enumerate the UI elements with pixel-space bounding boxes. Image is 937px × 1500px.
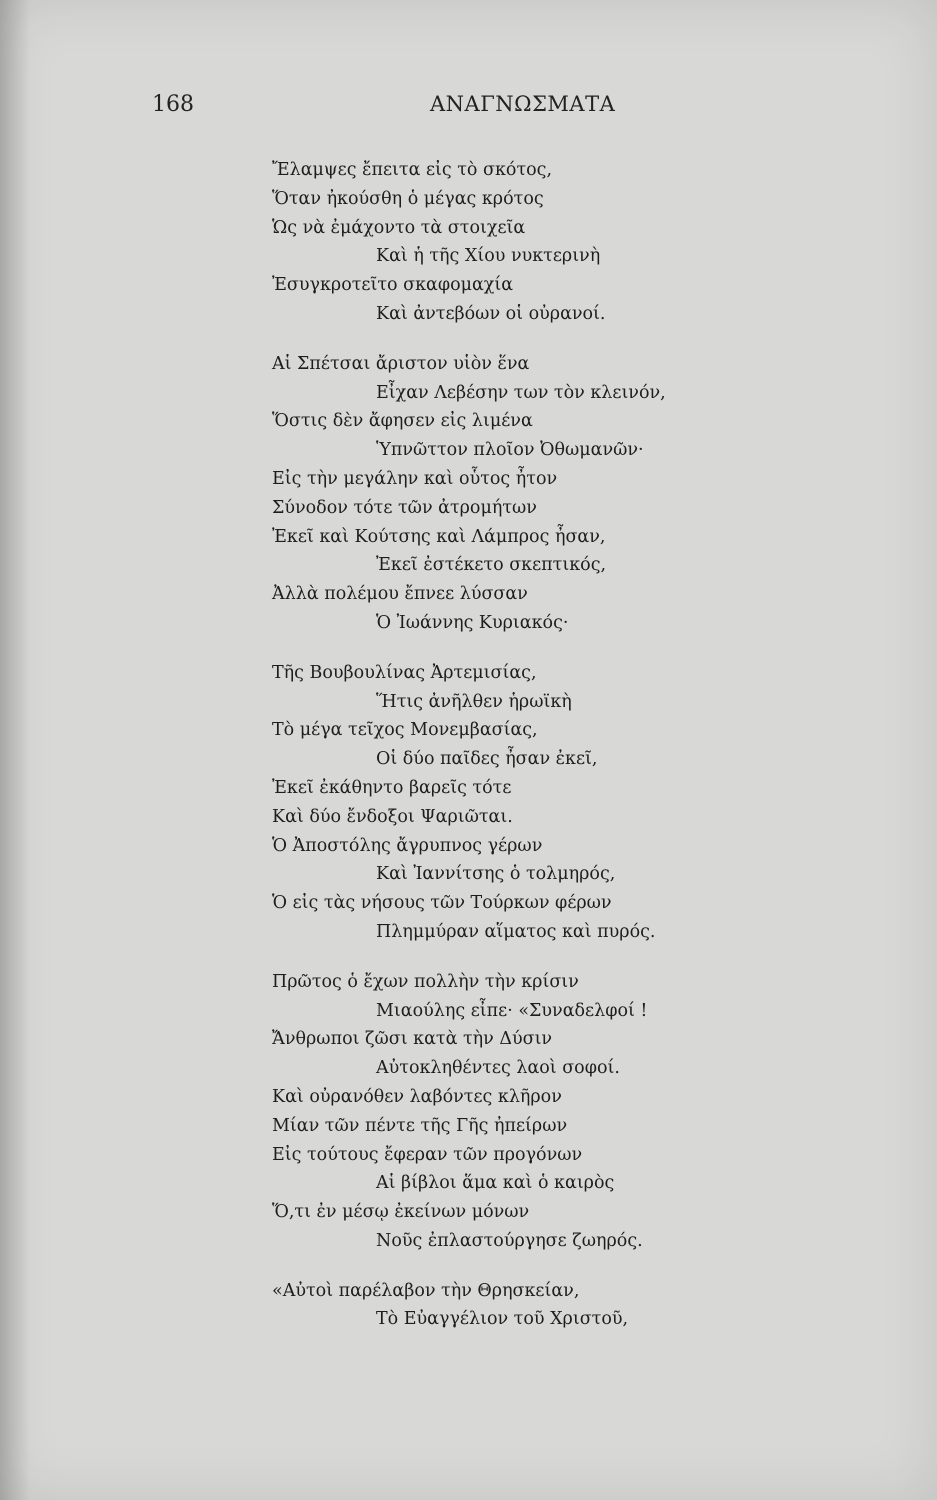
poem-line: Τὸ μέγα τεῖχος Μονεμβασίας, [272, 720, 538, 741]
poem-line: Καὶ Ἰαννίτσης ὁ τολμηρός, [376, 864, 616, 885]
poem-line: Ἄνθρωποι ζῶσι κατὰ τὴν Δύσιν [272, 1029, 553, 1050]
poem-line: Ὁ εἰς τὰς νήσους τῶν Τούρκων φέρων [272, 893, 612, 914]
poem-line: Ὅ,τι ἐν μέσῳ ἐκείνων μόνων [272, 1202, 530, 1223]
poem-line: Νοῦς ἐπλαστούργησε ζωηρός. [376, 1230, 643, 1251]
poem-line: Σύνοδον τότε τῶν ἀτρομήτων [272, 497, 537, 518]
poem-line: Αὐτοκληθέντες λαοὶ σοφοί. [376, 1058, 620, 1079]
poem-line: Ἀλλὰ πολέμου ἔπνεε λύσσαν [272, 584, 528, 605]
stanza [272, 968, 872, 1256]
poem-line: Ὅταν ἠκούσθη ὁ μέγας κρότος [272, 188, 544, 209]
poem-line: Εἰς τὴν μεγάλην καὶ οὗτος ἦτον [272, 468, 558, 489]
poem-line: Μιαούλης εἶπε· «Συναδελφοί ! [376, 1000, 648, 1021]
poem-line: Πλημμύραν αἵματος καὶ πυρός. [376, 921, 656, 942]
stanza [272, 1277, 872, 1335]
poem-line: Ὑπνῶττον πλοῖον Ὀθωμανῶν· [376, 440, 644, 461]
poem-line: Ἥτις ἀνῆλθεν ἡρωϊκὴ [376, 691, 572, 712]
poem-line: Ἐσυγκροτεῖτο σκαφομαχία [272, 275, 514, 296]
poem-line: Αἱ βίβλοι ἅμα καὶ ὁ καιρὸς [376, 1173, 615, 1194]
stanza [272, 350, 872, 638]
poem-line: Ὁ Ἰωάννης Κυριακός· [376, 612, 569, 633]
stanza [272, 659, 872, 947]
poem-line: «Αὐτοὶ παρέλαβον τὴν Θρησκείαν, [272, 1280, 580, 1301]
page-number: 168 [152, 92, 194, 117]
poem-line: Ἐκεῖ ἐστέκετο σκεπτικός, [376, 555, 607, 576]
poem-line: Τὸ Εὐαγγέλιον τοῦ Χριστοῦ, [376, 1309, 629, 1330]
poem-line: Καὶ οὐρανόθεν λαβόντες κλῆρον [272, 1086, 562, 1107]
poem-line: Ὁ Ἀποστόλης ἄγρυπνος γέρων [272, 835, 543, 856]
running-title: ΑΝΑΓΝΩΣΜΑΤΑ [430, 92, 616, 116]
poem-body [272, 156, 872, 1355]
poem-line: Ἐκεῖ ἐκάθηντο βαρεῖς τότε [272, 777, 512, 798]
poem-line: Μίαν τῶν πέντε τῆς Γῆς ἠπείρων [272, 1115, 568, 1136]
stanza [272, 156, 872, 329]
page-header [152, 92, 652, 126]
poem-line: Αἱ Σπέτσαι ἄριστον υἱὸν ἕνα [272, 353, 530, 374]
poem-line: Καὶ ἀντεβόων οἱ οὐρανοί. [376, 303, 606, 324]
poem-line: Πρῶτος ὁ ἔχων πολλὴν τὴν κρίσιν [272, 971, 579, 992]
poem-line: Ὅστις δὲν ἄφησεν εἰς λιμένα [272, 411, 533, 432]
poem-line: Ἔλαμψες ἔπειτα εἰς τὸ σκότος, [272, 160, 553, 180]
poem-line: Ἐκεῖ καὶ Κούτσης καὶ Λάμπρος ἦσαν, [272, 526, 606, 547]
page-gutter-shadow [0, 0, 30, 1500]
poem-line: Οἱ δύο παῖδες ἦσαν ἐκεῖ, [376, 749, 598, 770]
poem-line: Καὶ δύο ἔνδοξοι Ψαριῶται. [272, 806, 513, 827]
poem-line: Τῆς Βουβουλίνας Ἀρτεμισίας, [272, 662, 537, 683]
poem-line: Ὡς νὰ ἐμάχοντο τὰ στοιχεῖα [272, 217, 526, 238]
poem-line: Εἶχαν Λεβέσην των τὸν κλεινόν, [376, 382, 666, 403]
poem-line: Εἰς τούτους ἔφεραν τῶν προγόνων [272, 1144, 583, 1165]
poem-line: Καὶ ἡ τῆς Χίου νυκτερινὴ [376, 246, 601, 267]
